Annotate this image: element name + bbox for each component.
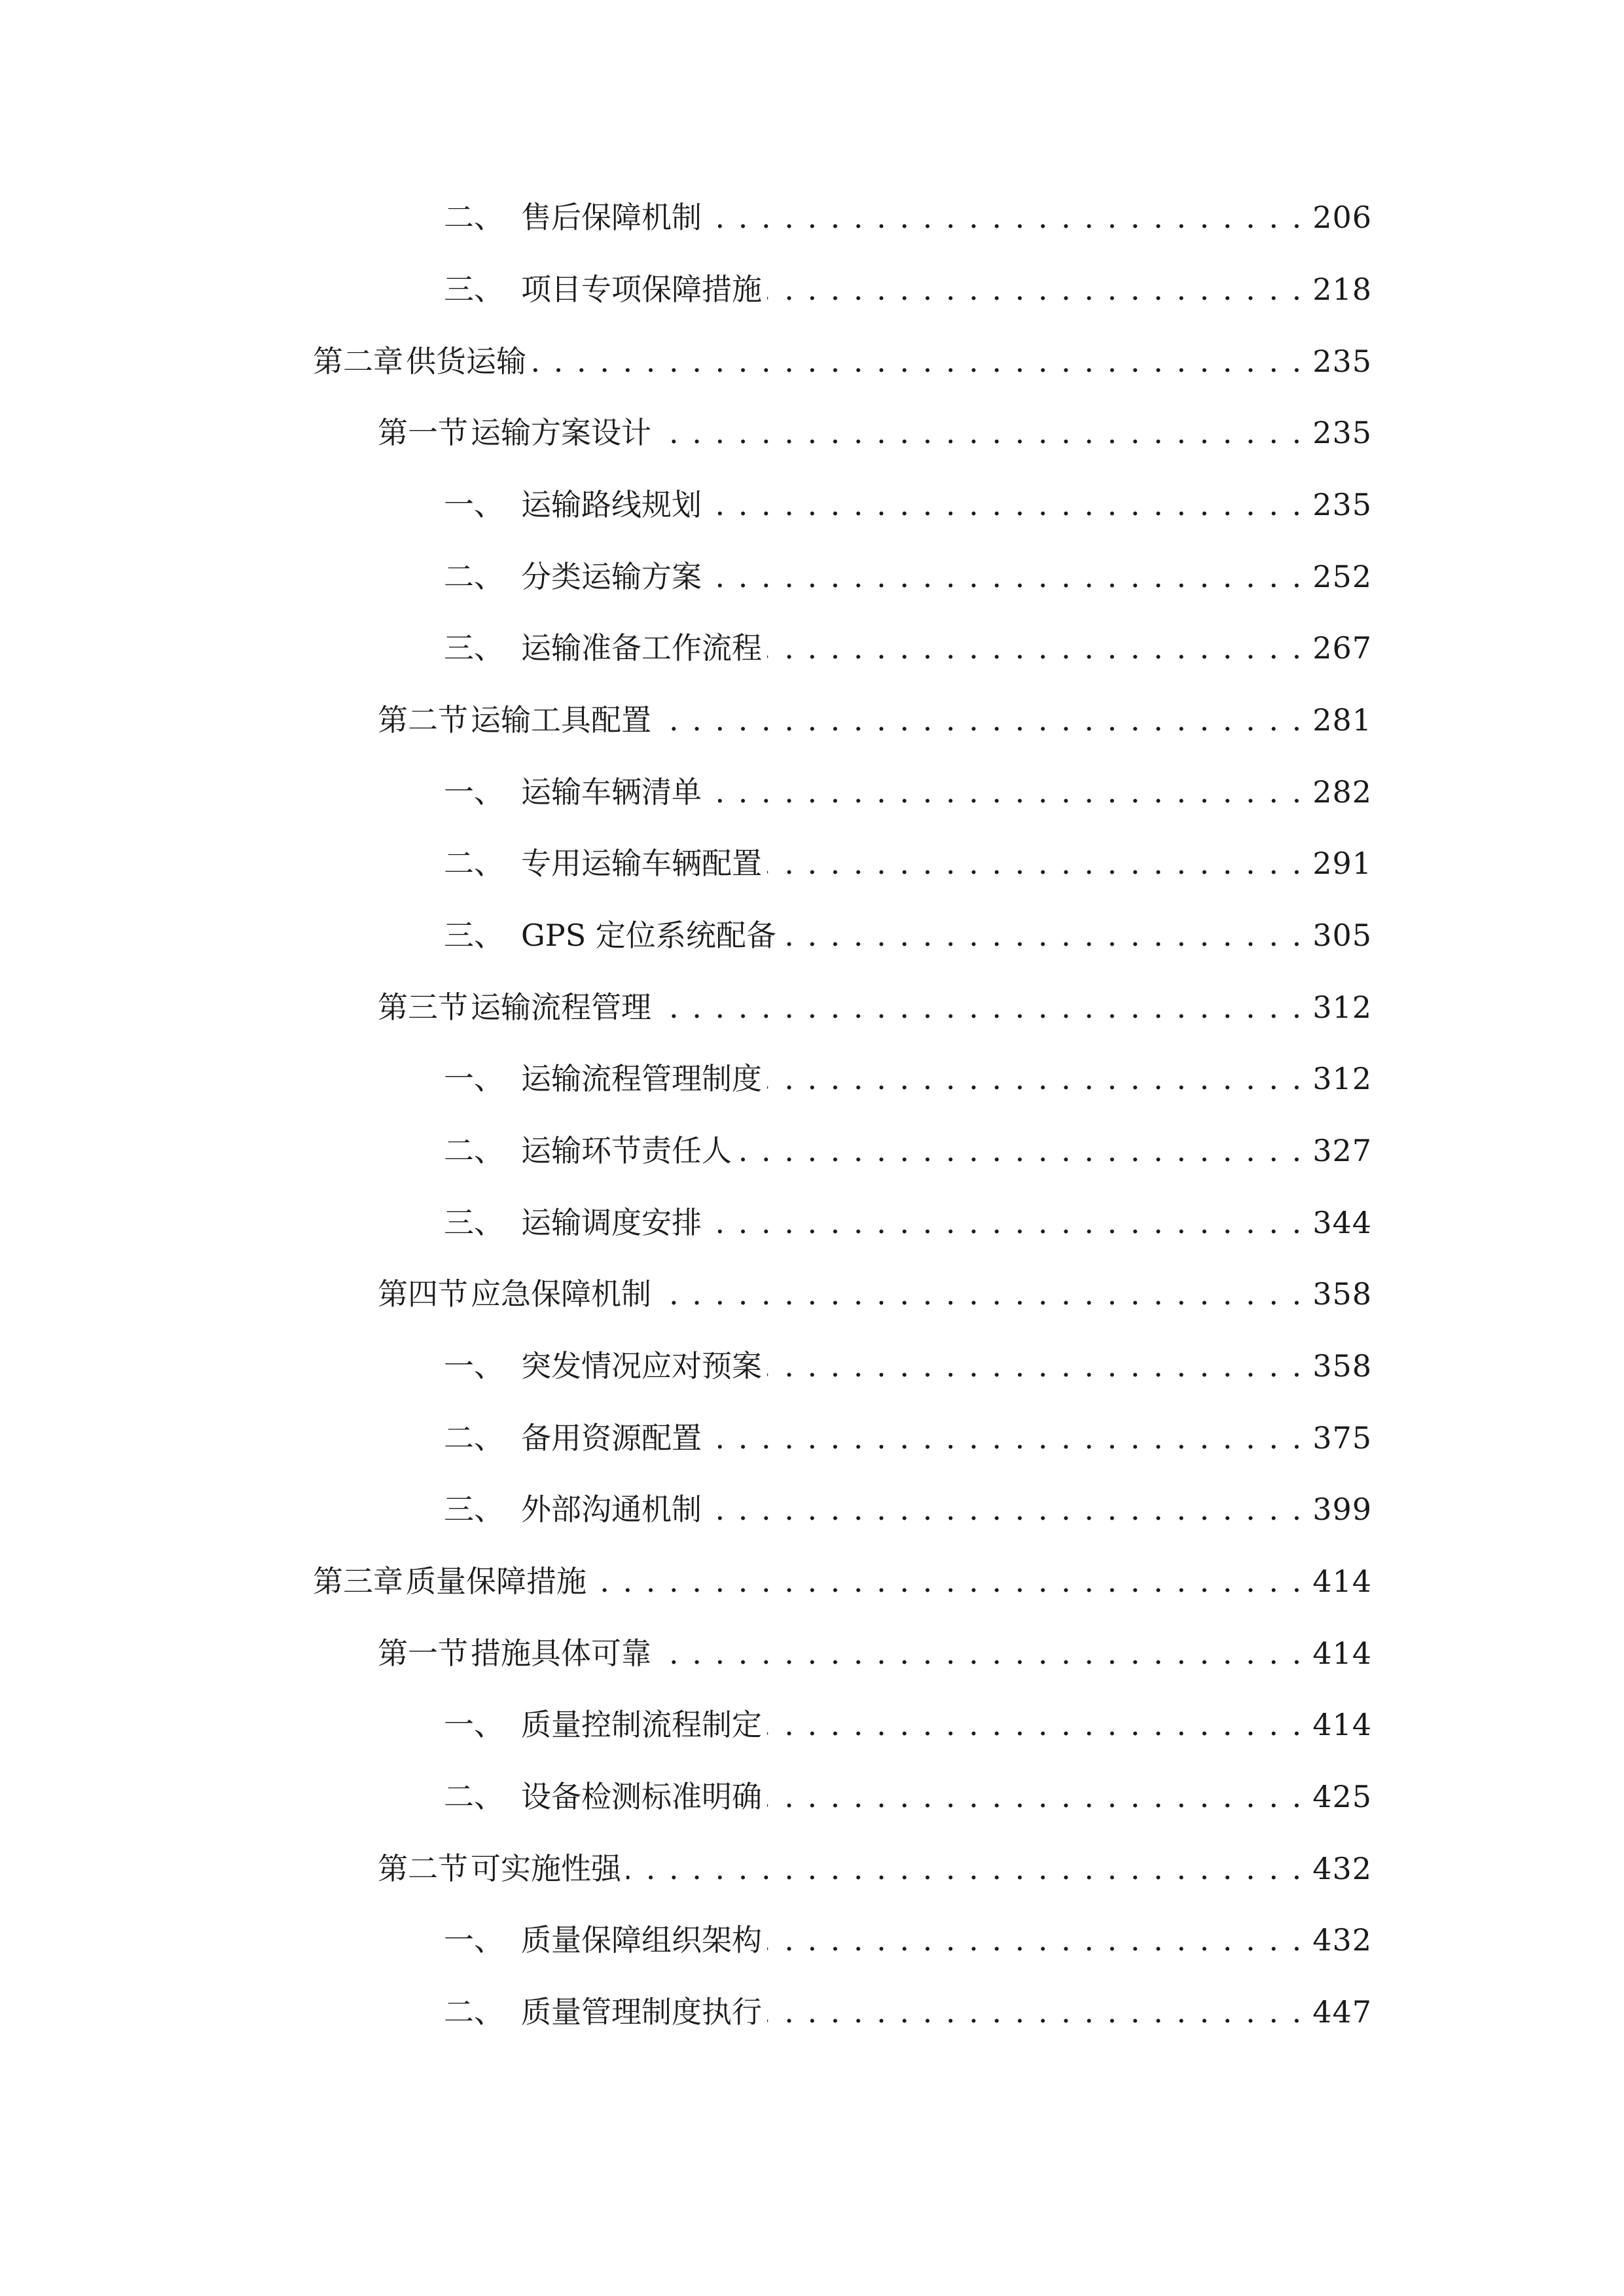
toc-entry-number: 第一节 <box>378 415 468 450</box>
toc-entry-page: 344 <box>1312 1205 1372 1240</box>
toc-entry-title: 质量保障组织架构 <box>521 1922 762 1958</box>
dot-leader <box>707 191 1303 243</box>
toc-entry-number: 二、 <box>444 200 504 235</box>
toc-entry[interactable] <box>444 1986 1372 2038</box>
toc-entry-page: 327 <box>1312 1133 1372 1168</box>
dot-leader <box>767 1770 1303 1823</box>
toc-entry-number: 一、 <box>444 487 504 522</box>
toc-entry-title: 项目专项保障措施 <box>521 272 762 307</box>
toc-entry-number: 三、 <box>444 272 504 307</box>
dot-leader <box>707 1412 1303 1464</box>
toc-entry-number: 一、 <box>444 1707 504 1742</box>
toc-entry-title: GPS 定位系统配备 <box>521 918 776 953</box>
toc-entry-page: 291 <box>1312 846 1372 881</box>
dot-leader <box>737 1124 1303 1177</box>
toc-entry-number: 第三章 <box>313 1564 403 1599</box>
toc-entry[interactable] <box>444 1412 1372 1464</box>
toc-entry-title: 突发情况应对预案 <box>521 1348 762 1384</box>
toc-entry-section[interactable] <box>378 406 1372 459</box>
toc-entry-title: 运输车辆清单 <box>521 774 702 810</box>
dot-leader <box>707 478 1303 531</box>
dot-leader <box>532 335 1303 387</box>
toc-entry-title: 设备检测标准明确 <box>521 1779 762 1814</box>
toc-entry-number: 第二节 <box>378 702 468 738</box>
toc-entry-page: 218 <box>1312 272 1372 307</box>
toc-entry-title: 可实施性强 <box>471 1851 621 1886</box>
toc-entry-page: 432 <box>1312 1851 1372 1886</box>
toc-entry-number: 二、 <box>444 1779 504 1814</box>
toc-entry[interactable] <box>444 1483 1372 1535</box>
toc-entry[interactable] <box>444 1770 1372 1823</box>
dot-leader <box>707 550 1303 603</box>
toc-entry[interactable] <box>444 550 1372 603</box>
toc-entry[interactable] <box>444 1914 1372 1966</box>
toc-entry-number: 第一节 <box>378 1636 468 1671</box>
dot-leader <box>657 694 1303 746</box>
dot-leader <box>767 263 1303 315</box>
toc-entry[interactable] <box>444 478 1372 531</box>
toc-entry-title: 运输工具配置 <box>471 702 651 738</box>
toc-entry-title: 外部沟通机制 <box>521 1492 702 1527</box>
toc-entry-title: 备用资源配置 <box>521 1420 702 1456</box>
dot-leader <box>657 1268 1303 1320</box>
toc-entry-title: 运输环节责任人 <box>521 1133 732 1168</box>
toc-entry-page: 447 <box>1312 1994 1372 2030</box>
toc-entry-page: 414 <box>1312 1636 1372 1671</box>
dot-leader <box>657 1627 1303 1679</box>
toc-entry-page: 267 <box>1312 630 1372 666</box>
toc-entry-title: 应急保障机制 <box>471 1276 651 1312</box>
toc-entry-page: 399 <box>1312 1492 1372 1527</box>
toc-entry[interactable] <box>444 1698 1372 1751</box>
toc-entry-section[interactable] <box>378 1842 1372 1895</box>
toc-entry-page: 282 <box>1312 774 1372 810</box>
toc-entry[interactable] <box>444 1124 1372 1177</box>
toc-entry-title: 运输路线规划 <box>521 487 702 522</box>
dot-leader <box>707 1196 1303 1249</box>
toc-entry-number: 第四节 <box>378 1276 468 1312</box>
toc-entry-number: 一、 <box>444 774 504 810</box>
toc-entry-title: 售后保障机制 <box>521 200 702 235</box>
dot-leader <box>657 406 1303 459</box>
toc-entry-number: 二、 <box>444 559 504 594</box>
dot-leader <box>767 622 1303 674</box>
toc-entry-number: 二、 <box>444 1133 504 1168</box>
toc-entry-number: 一、 <box>444 1922 504 1958</box>
toc-entry-number: 三、 <box>444 630 504 666</box>
toc-entry-page: 358 <box>1312 1348 1372 1384</box>
toc-entry-title: 质量管理制度执行 <box>521 1994 762 2030</box>
toc-entry-page: 425 <box>1312 1779 1372 1814</box>
toc-entry-page: 358 <box>1312 1276 1372 1312</box>
toc-entry-section[interactable] <box>378 981 1372 1033</box>
toc-entry-title: 分类运输方案 <box>521 559 702 594</box>
toc-entry-number: 一、 <box>444 1348 504 1384</box>
dot-leader <box>782 909 1303 961</box>
dot-leader <box>707 766 1303 818</box>
toc-entry-section[interactable] <box>378 1627 1372 1679</box>
toc-entry-title: 措施具体可靠 <box>471 1636 651 1671</box>
toc-entry-title: 运输准备工作流程 <box>521 630 762 666</box>
toc-entry[interactable] <box>444 191 1372 243</box>
dot-leader <box>767 1986 1303 2038</box>
toc-entry-number: 二、 <box>444 846 504 881</box>
toc-entry-number: 二、 <box>444 1420 504 1456</box>
dot-leader <box>626 1842 1303 1895</box>
toc-entry-section[interactable] <box>378 694 1372 746</box>
dot-leader <box>767 1340 1303 1392</box>
toc-entry-page: 312 <box>1312 990 1372 1025</box>
toc-entry-title: 运输方案设计 <box>471 415 651 450</box>
toc-entry[interactable] <box>444 837 1372 889</box>
toc-entry-title: 质量保障措施 <box>406 1564 586 1599</box>
toc-entry[interactable] <box>444 766 1372 818</box>
toc-entry[interactable] <box>444 622 1372 674</box>
toc-entry-number: 第二章 <box>313 344 403 379</box>
toc-entry-title: 质量控制流程制定 <box>521 1707 762 1742</box>
toc-entry-number: 第三节 <box>378 990 468 1025</box>
toc-entry-page: 235 <box>1312 487 1372 522</box>
toc-entry[interactable] <box>444 1340 1372 1392</box>
toc-entry-page: 206 <box>1312 200 1372 235</box>
toc-entry[interactable] <box>444 1196 1372 1249</box>
toc-entry-page: 252 <box>1312 559 1372 594</box>
toc-entry-page: 235 <box>1312 415 1372 450</box>
dot-leader <box>767 837 1303 889</box>
toc-entry-number: 三、 <box>444 1205 504 1240</box>
toc-entry-page: 305 <box>1312 918 1372 953</box>
toc-entry-number: 三、 <box>444 918 504 953</box>
dot-leader <box>767 1698 1303 1751</box>
dot-leader <box>767 1052 1303 1105</box>
toc-entry[interactable] <box>444 263 1372 315</box>
toc-entry-title: 运输流程管理制度 <box>521 1061 762 1096</box>
toc-entry-number: 第二节 <box>378 1851 468 1886</box>
toc-entry[interactable] <box>444 1052 1372 1105</box>
toc-entry-page: 312 <box>1312 1061 1372 1096</box>
toc-entry-page: 414 <box>1312 1564 1372 1599</box>
toc-entry-section[interactable] <box>378 1268 1372 1320</box>
dot-leader <box>657 981 1303 1033</box>
dot-leader <box>707 1483 1303 1535</box>
toc-entry-title: 供货运输 <box>406 344 526 379</box>
toc-entry-page: 414 <box>1312 1707 1372 1742</box>
toc-entry-number: 二、 <box>444 1994 504 2030</box>
toc-entry-chapter[interactable] <box>313 335 1372 387</box>
dot-leader <box>592 1555 1303 1607</box>
toc-entry-number: 三、 <box>444 1492 504 1527</box>
toc-entry-title: 运输调度安排 <box>521 1205 702 1240</box>
toc-entry-page: 281 <box>1312 702 1372 738</box>
toc-entry-page: 375 <box>1312 1420 1372 1456</box>
toc-entry-number: 一、 <box>444 1061 504 1096</box>
toc-entry-title: 运输流程管理 <box>471 990 651 1025</box>
toc-entry-page: 432 <box>1312 1922 1372 1958</box>
toc-entry-title: 专用运输车辆配置 <box>521 846 762 881</box>
toc-entry-page: 235 <box>1312 344 1372 379</box>
dot-leader <box>767 1914 1303 1966</box>
toc-entry-chapter[interactable] <box>313 1555 1372 1607</box>
toc-entry[interactable] <box>444 909 1372 961</box>
